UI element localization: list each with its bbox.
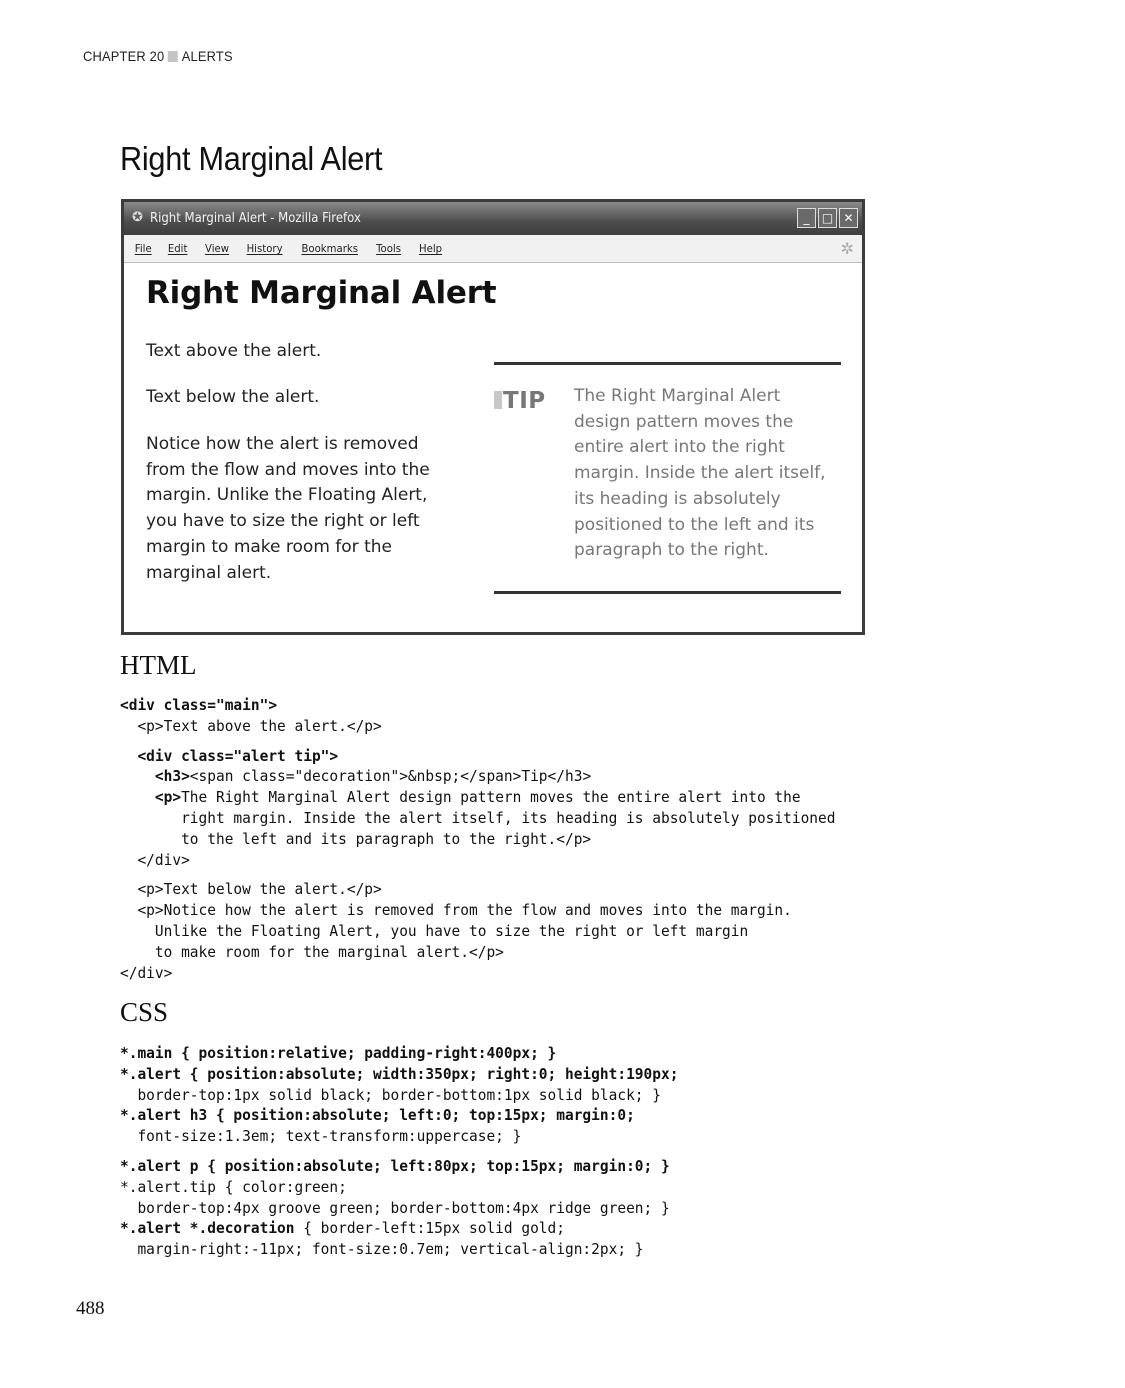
menu-history[interactable]: History [246, 242, 283, 255]
section-label: ALERTS [181, 48, 233, 64]
html-code-listing [120, 695, 835, 983]
tip-heading [494, 388, 546, 414]
code-line: <p>Text below the alert.</p> [120, 880, 382, 899]
code-line: border-top:4px groove green; border-bottom:4px ridge green; } [120, 1198, 670, 1217]
notice-paragraph: Notice how the alert is removed from the flow and moves into the margin. Unlike the Floating Alert, you have to size the right or left margin to make room for the marginal alert. [146, 434, 430, 583]
window-title: Right Marginal Alert - Mozilla Firefox [150, 211, 361, 226]
code-line: *.alert p { position:absolute; left:80px; top:15px; margin:0; } [120, 1156, 670, 1175]
code-line: </div> [120, 963, 173, 982]
section-title: Right Marginal Alert [120, 140, 383, 177]
browser-viewport [124, 263, 862, 632]
separator-square-icon [168, 51, 178, 62]
alert-bottom-border [494, 591, 841, 594]
menu-help[interactable]: Help [418, 242, 442, 255]
browser-screenshot [121, 199, 865, 635]
firefox-icon: ✪ [132, 209, 143, 224]
menu-edit[interactable]: Edit [168, 242, 188, 255]
menu-tools[interactable]: Tools [376, 242, 402, 255]
code-line: <div class="alert tip"> [120, 746, 339, 765]
code-line: <p>The Right Marginal Alert design pattern moves the entire alert into the [154, 788, 801, 807]
code-line: font-size:1.3em; text-transform:uppercase; } [120, 1127, 522, 1146]
menu-bar [124, 235, 862, 263]
css-code-listing [120, 1043, 678, 1260]
text-below: Text below the alert. [146, 387, 320, 407]
code-line: *.alert h3 { position:absolute; left:0; top:15px; margin:0; [120, 1106, 635, 1125]
code-line: to the left and its paragraph to the right.</p> [120, 829, 592, 848]
code-line: *.alert *.decoration { border-left:15px solid gold; [120, 1219, 566, 1238]
code-line: <div class="main"> [120, 696, 278, 714]
close-icon[interactable]: ✕ [839, 208, 858, 228]
code-line: border-top:1px solid black; border-bottom:1px solid black; } [120, 1085, 661, 1104]
code-line: to make room for the marginal alert.</p> [120, 942, 504, 961]
page-heading: Right Marginal Alert [146, 275, 497, 311]
chapter-label: CHAPTER 20 [83, 48, 165, 64]
code-line: <p>Notice how the alert is removed from the flow and moves into the margin. [120, 901, 792, 920]
tip-text: The Right Marginal Alert design pattern moves the entire alert into the right margin. Inside the alert itself, its heading is absolutely positioned to the left and its paragraph to the right. [574, 386, 826, 561]
html-heading: HTML [120, 650, 197, 680]
code-line: <h3><span class="decoration">&nbsp;</span>Tip</h3> [154, 767, 592, 786]
text-above: Text above the alert. [146, 341, 322, 361]
code-line: *.alert.tip { color:green; [120, 1177, 347, 1196]
window-controls [797, 208, 858, 228]
code-line: </div> [120, 850, 190, 869]
menu-file[interactable]: File [134, 242, 152, 255]
code-line: Unlike the Floating Alert, you have to size the right or left margin [120, 921, 749, 940]
decoration-icon [494, 391, 502, 409]
alert-top-border [494, 362, 841, 365]
css-heading: CSS [120, 997, 169, 1027]
menu-view[interactable]: View [204, 242, 229, 255]
page-number: 488 [76, 1298, 105, 1319]
code-line: margin-right:-11px; font-size:0.7em; vertical-align:2px; } [120, 1240, 644, 1259]
code-line: right margin. Inside the alert itself, its heading is absolutely positioned [120, 808, 836, 827]
code-line: *.main { position:relative; padding-right:400px; } [120, 1044, 557, 1062]
tip-heading-text: TIP [503, 388, 546, 414]
minimize-icon[interactable]: _ [797, 208, 816, 228]
code-line: *.alert { position:absolute; width:350px; right:0; height:190px; [120, 1064, 679, 1083]
menu-bookmarks[interactable]: Bookmarks [301, 242, 358, 255]
maximize-icon[interactable]: □ [818, 208, 837, 228]
throbber-icon: ✲ [840, 239, 854, 258]
code-line: <p>Text above the alert.</p> [120, 716, 382, 735]
window-titlebar [124, 202, 862, 235]
running-head [83, 48, 233, 64]
